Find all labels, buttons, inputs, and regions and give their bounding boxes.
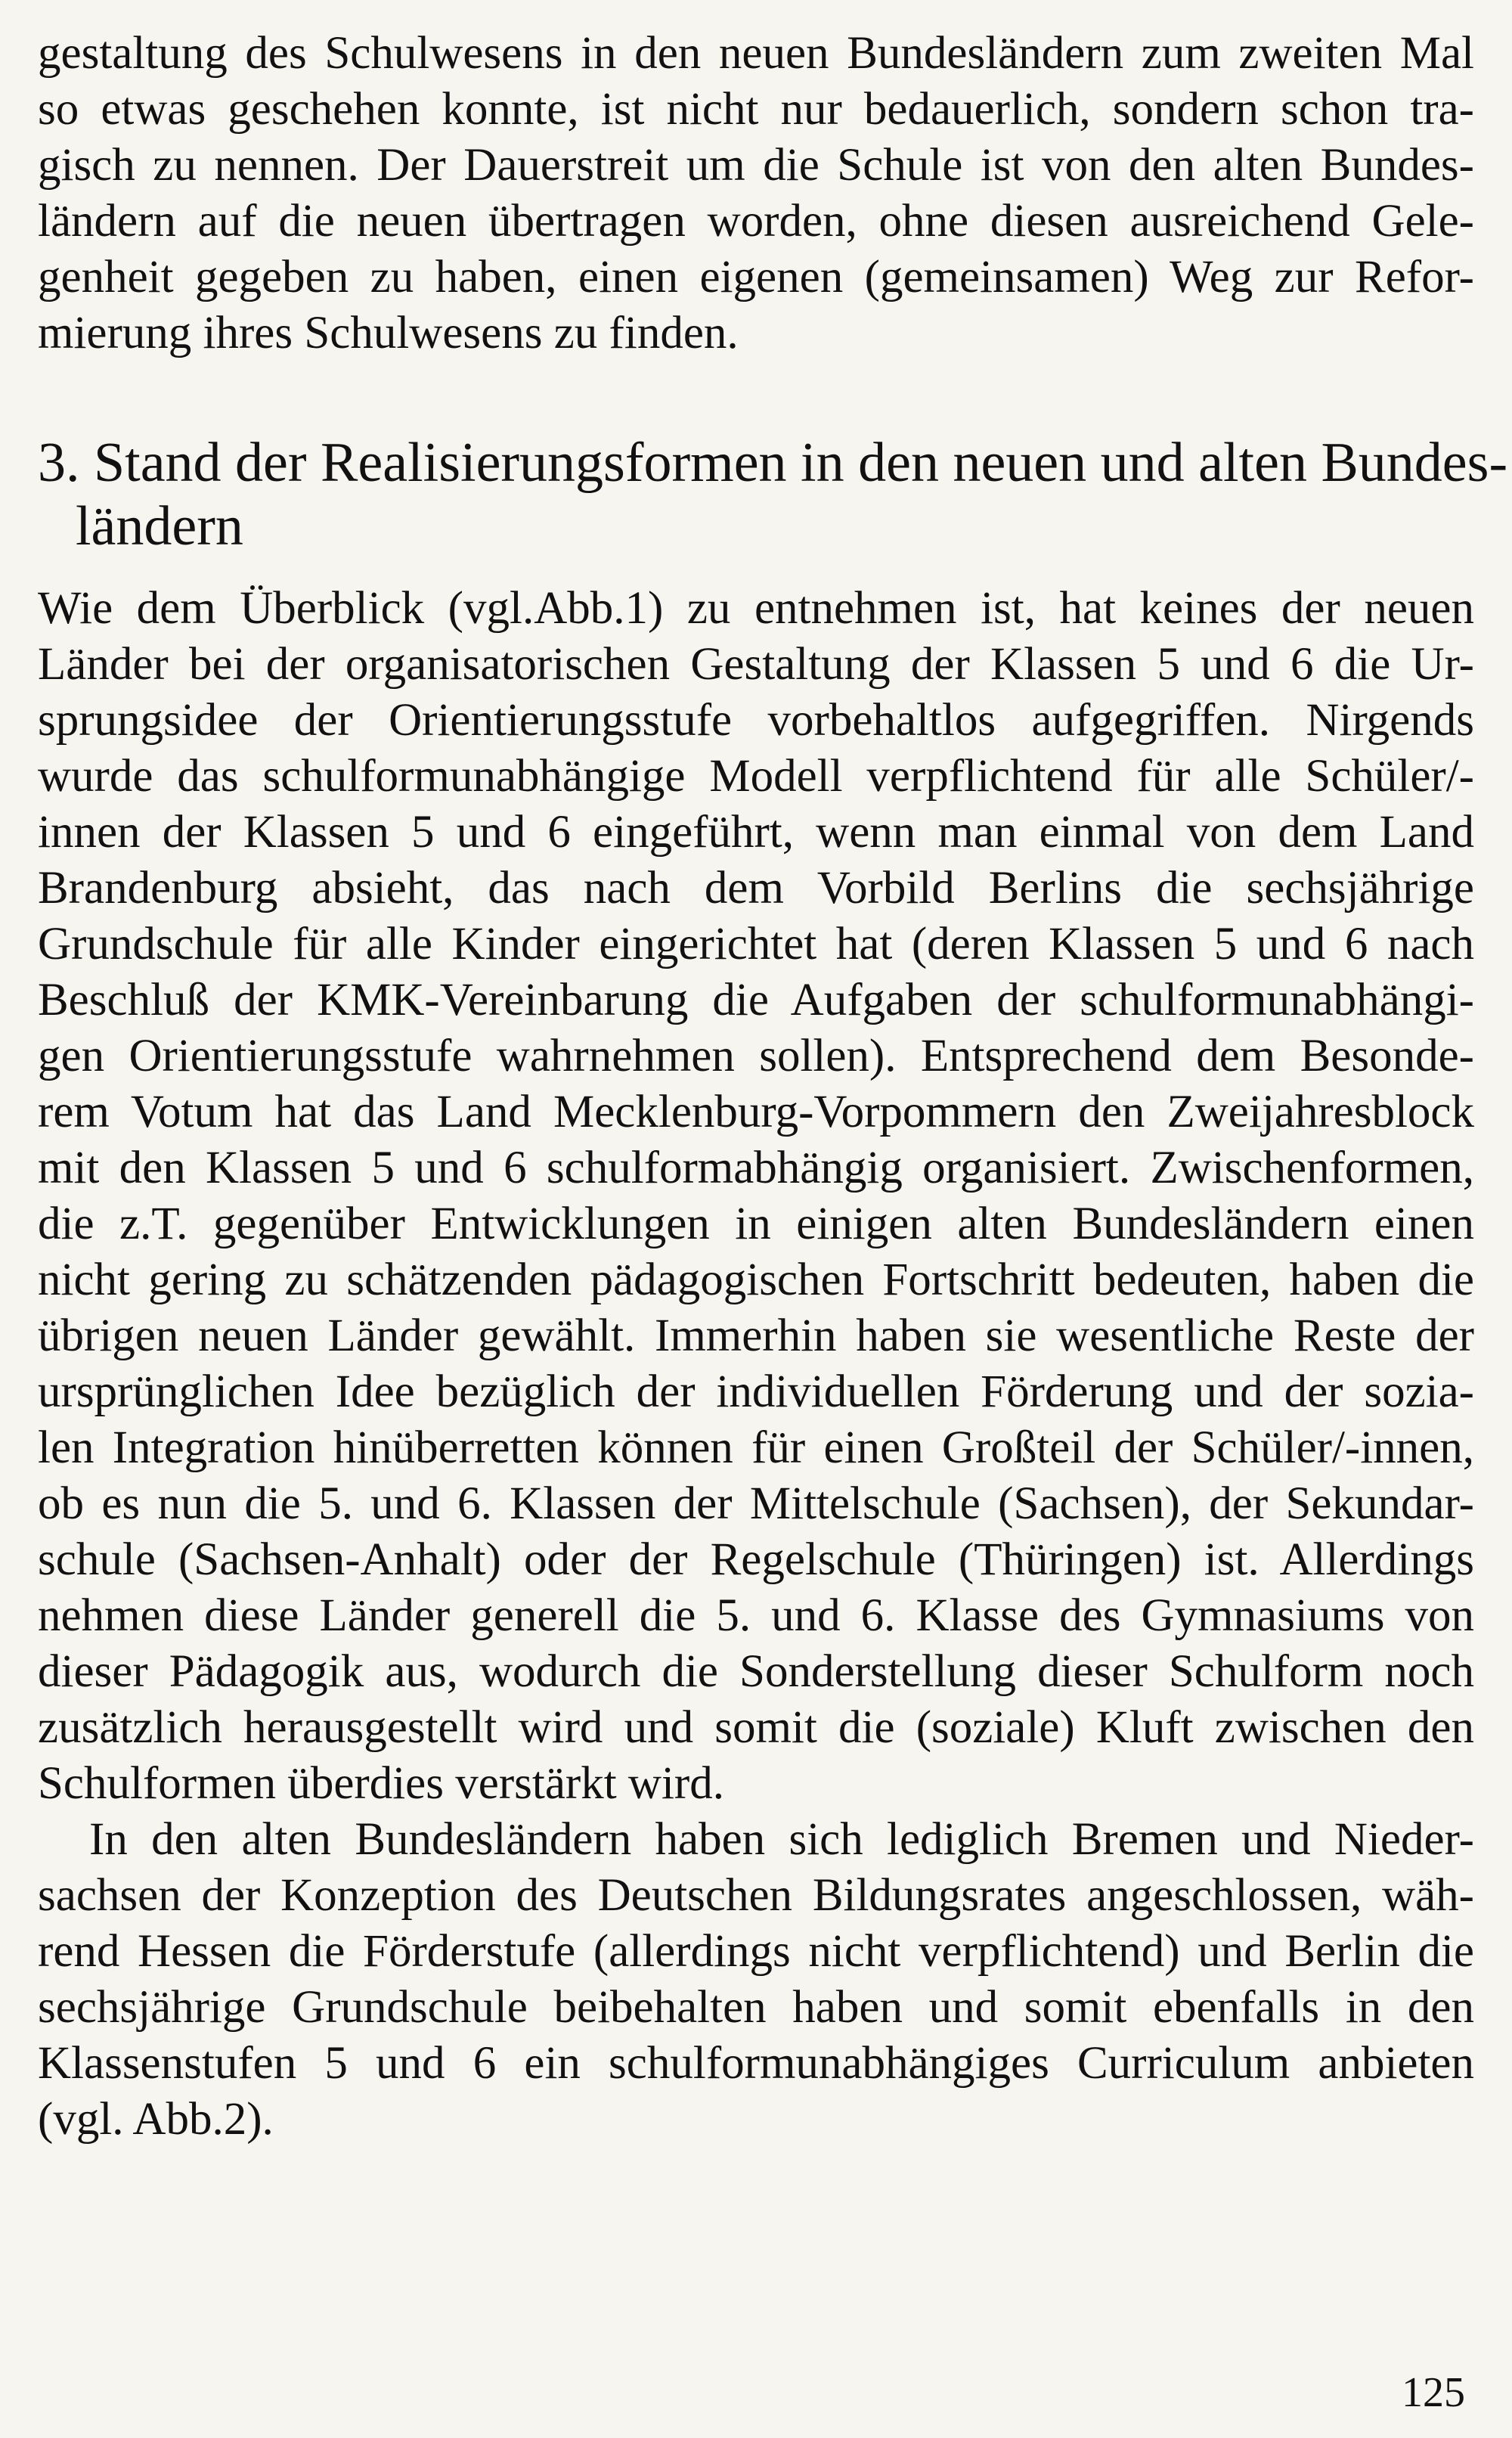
text-line: Beschluß der KMK-Vereinbarung die Aufgaben der schulformunabhängi- (38, 975, 1474, 1025)
text-line: nicht gering zu schätzenden pädagogischen Fortschritt bedeuten, haben die (38, 1255, 1474, 1305)
section-heading (38, 431, 1508, 558)
text-line: ob es nun die 5. und 6. Klassen der Mittelschule (Sachsen), der Sekundar- (38, 1478, 1474, 1529)
text-line: sprungsidee der Orientierungsstufe vorbehaltlos aufgegriffen. Nirgends (38, 695, 1474, 746)
text-line: Brandenburg absieht, das nach dem Vorbild Berlins die sechsjährige (38, 863, 1474, 913)
text-line: innen der Klassen 5 und 6 eingeführt, wenn man einmal von dem Land (38, 807, 1474, 858)
text-line: zusätzlich herausgestellt wird und somit die (soziale) Kluft zwischen den (38, 1702, 1474, 1753)
paragraph-1 (38, 581, 1474, 1812)
text-line: gen Orientierungsstufe wahrnehmen sollen). Entsprechend dem Besonde- (38, 1031, 1474, 1081)
section-number: 3. (38, 432, 80, 494)
text-line: so etwas geschehen konnte, ist nicht nur bedauerlich, sondern schon tra- (38, 84, 1474, 135)
text-line: schule (Sachsen-Anhalt) oder der Regelschule (Thüringen) ist. Allerdings (38, 1534, 1474, 1585)
text-line: mierung ihres Schulwesens zu finden. (38, 308, 739, 358)
text-line: genheit gegeben zu haben, einen eigenen (gemeinsamen) Weg zur Refor- (38, 252, 1474, 302)
text-line: wurde das schulformunabhängige Modell verpflichtend für alle Schüler/- (38, 751, 1474, 802)
text-line: ursprünglichen Idee bezüglich der individuellen Förderung und der sozia- (38, 1366, 1474, 1417)
text-line: Länder bei der organisatorischen Gestaltung der Klassen 5 und 6 die Ur- (38, 639, 1474, 690)
text-line: sachsen der Konzeption des Deutschen Bildungsrates angeschlossen, wäh- (38, 1870, 1474, 1921)
text-line: len Integration hinüberretten können für einen Großteil der Schüler/-innen, (38, 1422, 1474, 1473)
text-line: rend Hessen die Förderstufe (allerdings nicht verpflichtend) und Berlin die (38, 1926, 1474, 1977)
text-line: dieser Pädagogik aus, wodurch die Sonderstellung dieser Schulform noch (38, 1646, 1474, 1697)
text-line: gestaltung des Schulwesens in den neuen Bundesländern zum zweiten Mal (38, 28, 1474, 79)
text-line: nehmen diese Länder generell die 5. und 6. Klasse des Gymnasiums von (38, 1590, 1474, 1641)
text-line: übrigen neuen Länder gewählt. Immerhin haben sie wesentliche Reste der (38, 1311, 1474, 1361)
text-line: sechsjährige Grundschule beibehalten haben und somit ebenfalls in den (38, 1982, 1474, 2033)
section-heading-line-1 (38, 431, 1508, 495)
intro-paragraph (38, 26, 1474, 361)
text-line: mit den Klassen 5 und 6 schulformabhängig organisiert. Zwischenformen, (38, 1143, 1474, 1193)
page-number: 125 (1402, 2369, 1465, 2416)
text-line: Schulformen überdies verstärkt wird. (38, 1758, 724, 1809)
section-body (38, 581, 1474, 2148)
text-line: die z.T. gegenüber Entwicklungen in einigen alten Bundesländern einen (38, 1199, 1474, 1249)
section-heading-line-2: ländern (76, 495, 243, 557)
text-line: In den alten Bundesländern haben sich lediglich Bremen und Nieder- (89, 1814, 1474, 1865)
section-title-part-1: Stand der Realisierungsformen in den neuen und alten Bundes- (94, 432, 1508, 494)
text-line: Klassenstufen 5 und 6 ein schulformunabhängiges Curriculum anbieten (38, 2038, 1474, 2089)
paragraph-2 (38, 1812, 1474, 2148)
text-line: (vgl. Abb.2). (38, 2094, 274, 2145)
text-line: Grundschule für alle Kinder eingerichtet hat (deren Klassen 5 und 6 nach (38, 919, 1474, 969)
text-line: rem Votum hat das Land Mecklenburg-Vorpommern den Zweijahresblock (38, 1087, 1474, 1137)
text-line: Wie dem Überblick (vgl.Abb.1) zu entnehmen ist, hat keines der neuen (38, 583, 1474, 634)
text-line: gisch zu nennen. Der Dauerstreit um die Schule ist von den alten Bundes- (38, 140, 1474, 191)
text-line: ländern auf die neuen übertragen worden, ohne diesen ausreichend Gele- (38, 196, 1474, 247)
